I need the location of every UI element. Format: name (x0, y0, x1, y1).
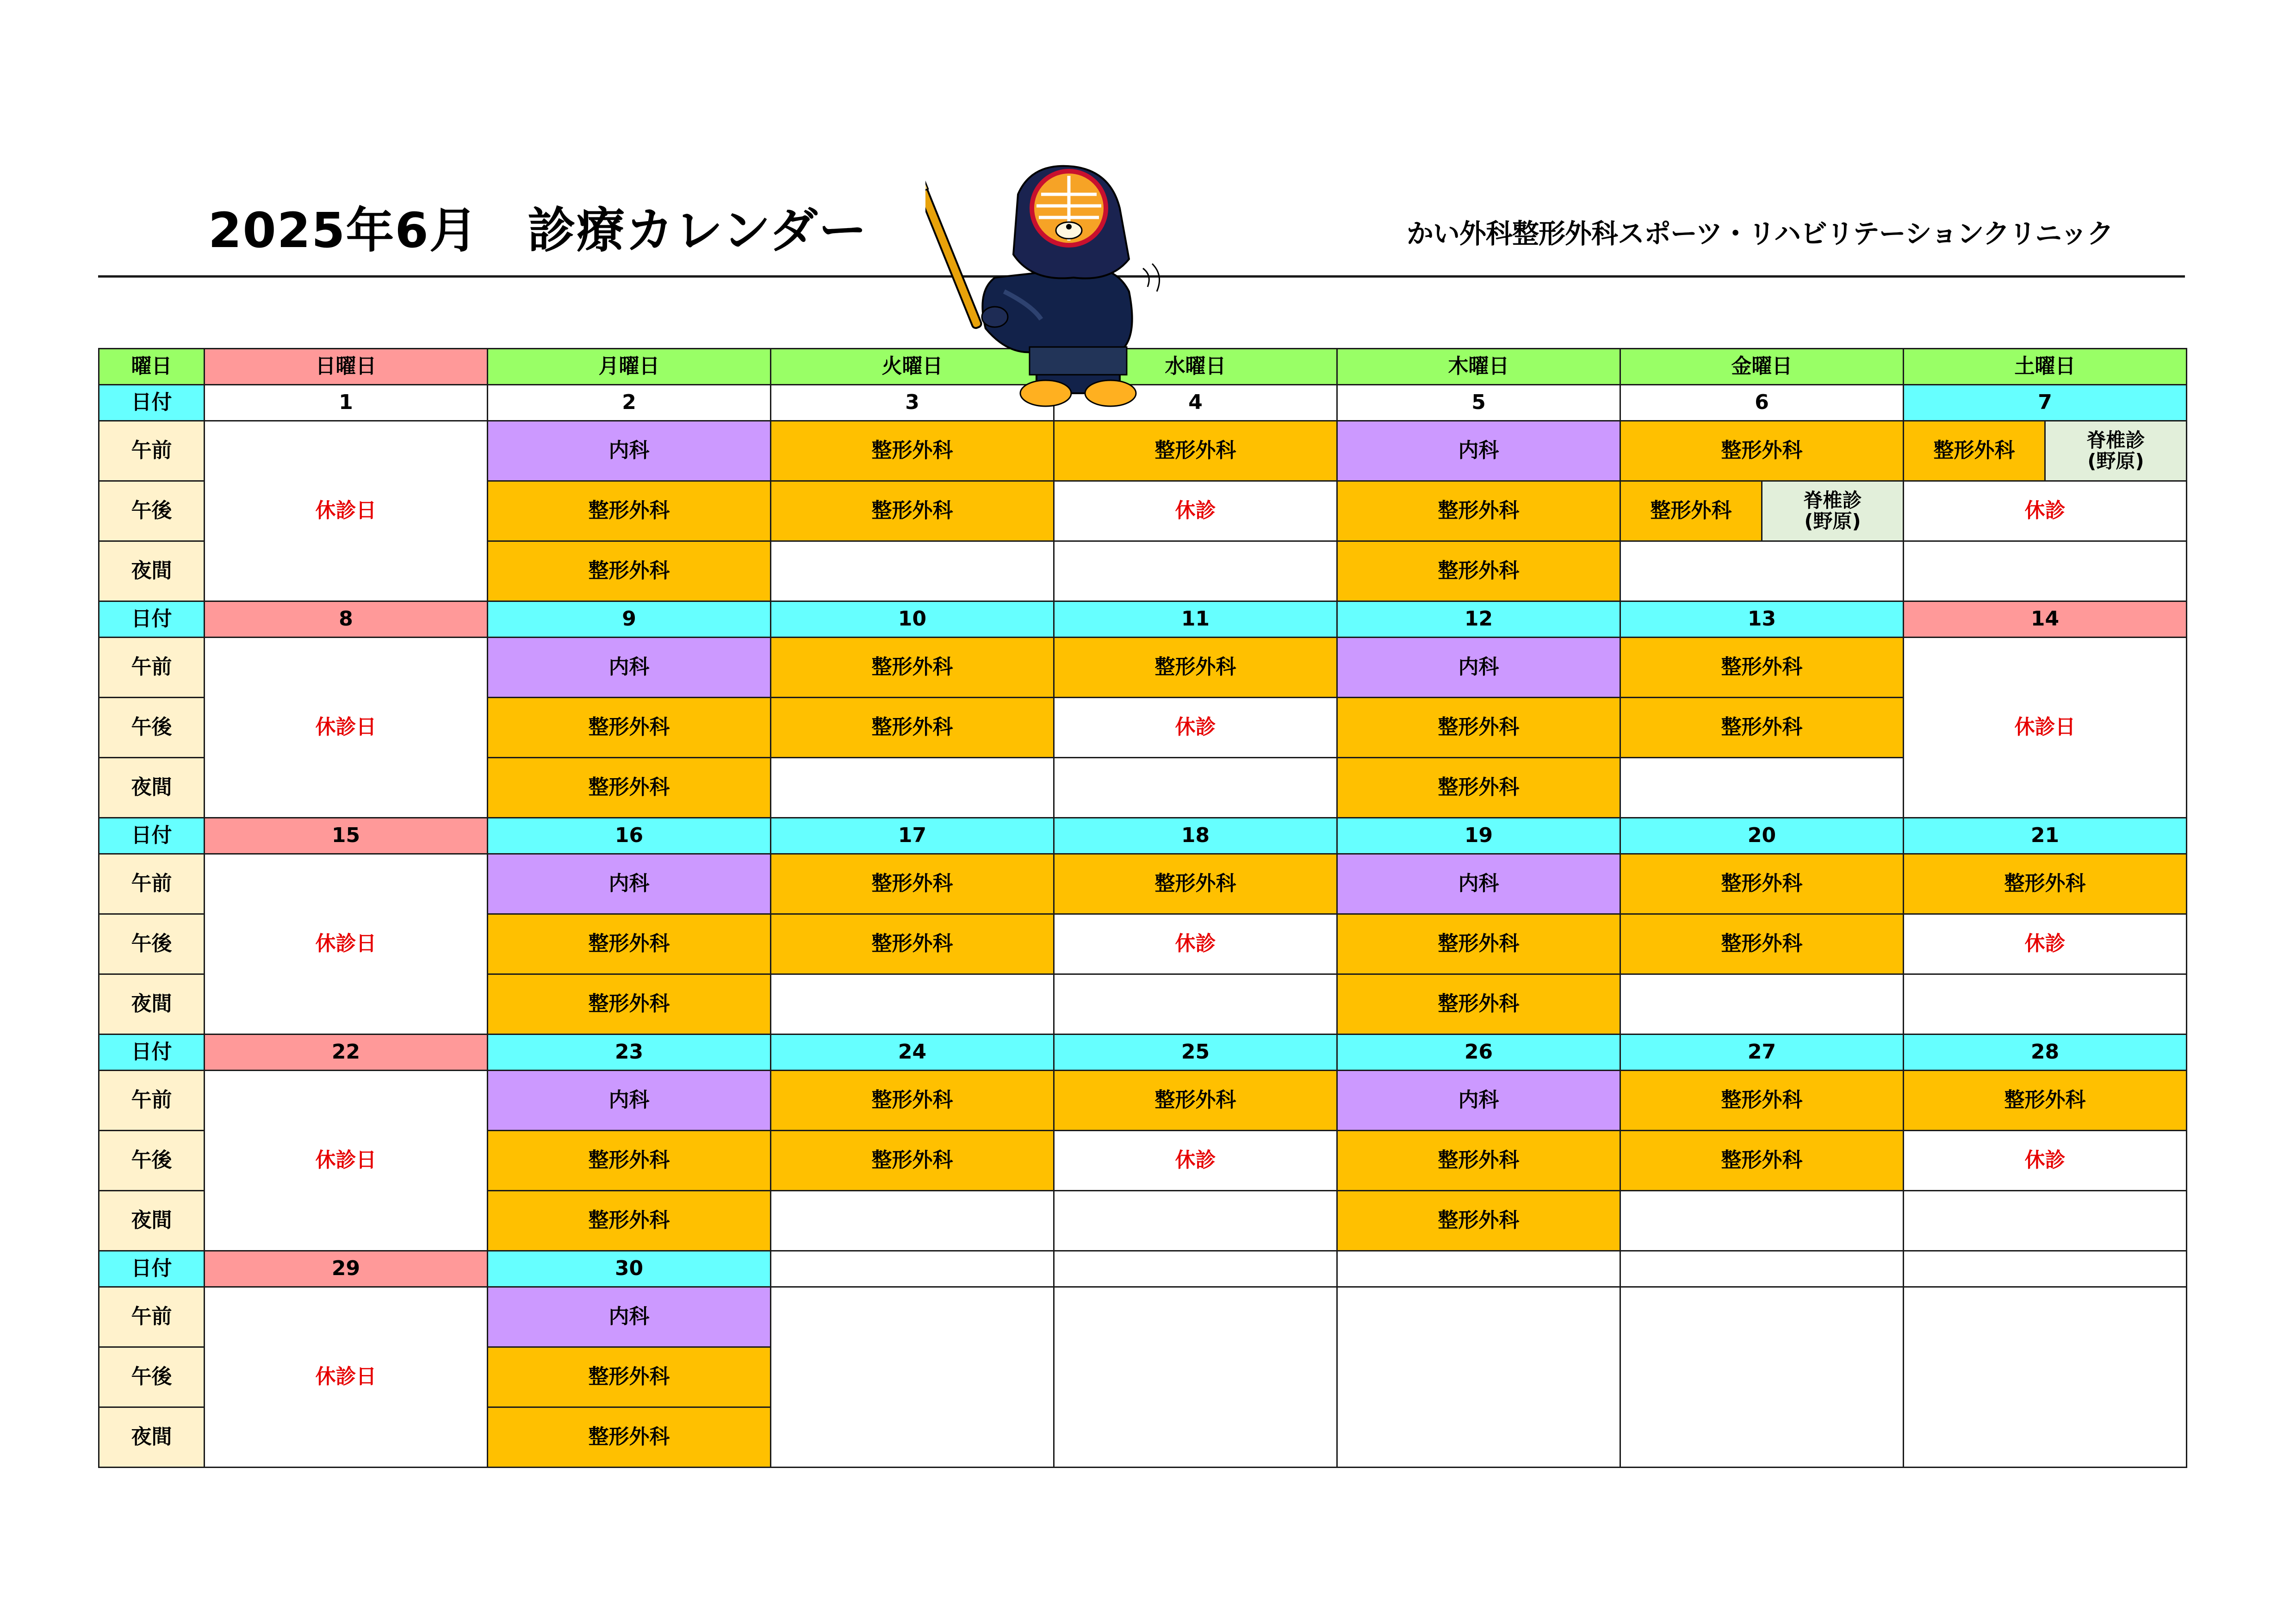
schedule-slot: 休診 (1903, 913, 2187, 975)
schedule-slot: 整形外科 (487, 913, 771, 975)
date-cell: 19 (1336, 817, 1621, 855)
clinic-name: かい外科整形外科スポーツ・リハビリテーションクリニック (1407, 218, 2113, 249)
schedule-slot: 整形外科 (1053, 853, 1338, 915)
schedule-slot: 整形外科 (487, 540, 771, 602)
schedule-slot (1053, 973, 1338, 1035)
date-cell: 8 (204, 601, 488, 638)
shinai-icon (925, 180, 982, 329)
empty-date-cell (1620, 1250, 1904, 1288)
schedule-slot: 整形外科 (1336, 1130, 1621, 1191)
schedule-slot: 整形外科 (1336, 540, 1621, 602)
date-cell: 15 (204, 817, 488, 855)
date-cell: 20 (1620, 817, 1904, 855)
schedule-slot: 整形外科 (770, 1070, 1055, 1131)
empty-date-cell (1903, 1250, 2187, 1288)
schedule-slot: 整形外科 (1620, 913, 1904, 975)
schedule-slot: 整形外科 (1903, 420, 2046, 482)
date-cell: 14 (1903, 601, 2187, 638)
pm-label: 午後 (98, 913, 205, 975)
schedule-slot: 内科 (487, 1070, 771, 1131)
pm-label: 午後 (98, 1346, 205, 1408)
schedule-slot: 整形外科 (1620, 697, 1904, 758)
schedule-slot: 整形外科 (487, 757, 771, 818)
weekday-header-label: 曜日 (98, 348, 205, 385)
sekitsui-slot (2044, 420, 2187, 482)
weekday-header: 日曜日 (204, 348, 488, 385)
date-cell: 27 (1620, 1034, 1904, 1071)
schedule-slot: 整形外科 (487, 973, 771, 1035)
schedule-slot (1903, 540, 2187, 602)
schedule-slot: 整形外科 (1336, 480, 1621, 542)
am-label: 午前 (98, 637, 205, 698)
schedule-slot: 整形外科 (487, 1346, 771, 1408)
night-label: 夜間 (98, 1406, 205, 1468)
sunday-closed-cell: 休診日 (204, 853, 488, 1035)
date-cell: 24 (770, 1034, 1055, 1071)
sekitsui-label: 脊椎診 (2086, 429, 2145, 452)
pm-label: 午後 (98, 697, 205, 758)
schedule-slot: 内科 (487, 420, 771, 482)
date-cell: 17 (770, 817, 1055, 855)
date-cell: 28 (1903, 1034, 2187, 1071)
schedule-slot: 整形外科 (1053, 1070, 1338, 1131)
sunday-closed-cell: 休診日 (204, 637, 488, 818)
schedule-slot: 内科 (1336, 1070, 1621, 1131)
schedule-slot: 整形外科 (1336, 1190, 1621, 1251)
empty-day-cell (1620, 1286, 1904, 1468)
sunday-closed-cell: 休診日 (204, 1286, 488, 1468)
night-label: 夜間 (98, 757, 205, 818)
schedule-slot (1620, 757, 1904, 818)
date-cell: 21 (1903, 817, 2187, 855)
sekitsui-doctor: (野原) (2087, 449, 2144, 472)
schedule-slot (1053, 757, 1338, 818)
weekday-header: 月曜日 (487, 348, 771, 385)
schedule-slot: 整形外科 (770, 420, 1055, 482)
weekday-header: 土曜日 (1903, 348, 2187, 385)
kendo-mascot-illustration (925, 153, 1185, 412)
schedule-slot: 整形外科 (1903, 1070, 2187, 1131)
schedule-slot: 整形外科 (1620, 420, 1904, 482)
date-cell: 13 (1620, 601, 1904, 638)
date-cell: 6 (1620, 384, 1904, 421)
date-cell: 29 (204, 1250, 488, 1288)
schedule-slot: 休診 (1053, 1130, 1338, 1191)
schedule-slot: 内科 (487, 1286, 771, 1348)
schedule-slot: 整形外科 (770, 637, 1055, 698)
schedule-slot (770, 757, 1055, 818)
date-cell: 2 (487, 384, 771, 421)
schedule-slot: 休診 (1053, 480, 1338, 542)
schedule-slot: 整形外科 (1336, 973, 1621, 1035)
schedule-slot (770, 973, 1055, 1035)
date-cell: 3 (770, 384, 1055, 421)
pm-label: 午後 (98, 480, 205, 542)
schedule-slot (1053, 540, 1338, 602)
schedule-slot: 整形外科 (770, 853, 1055, 915)
date-cell: 4 (1053, 384, 1338, 421)
schedule-slot: 内科 (487, 637, 771, 698)
night-label: 夜間 (98, 1190, 205, 1251)
sekitsui-doctor: (野原) (1804, 509, 1861, 533)
schedule-slot (1620, 1190, 1904, 1251)
date-row-label: 日付 (98, 817, 205, 855)
sekitsui-label: 脊椎診 (1803, 489, 1862, 512)
date-row-label: 日付 (98, 1250, 205, 1288)
schedule-slot: 整形外科 (487, 1130, 771, 1191)
date-cell: 9 (487, 601, 771, 638)
schedule-slot: 休診 (1903, 1130, 2187, 1191)
date-cell: 10 (770, 601, 1055, 638)
date-cell: 18 (1053, 817, 1338, 855)
schedule-slot: 休診 (1903, 480, 2187, 542)
date-cell: 30 (487, 1250, 771, 1288)
schedule-slot: 整形外科 (1336, 913, 1621, 975)
date-cell: 1 (204, 384, 488, 421)
schedule-slot (770, 540, 1055, 602)
night-label: 夜間 (98, 540, 205, 602)
schedule-slot: 内科 (1336, 420, 1621, 482)
weekday-header: 金曜日 (1620, 348, 1904, 385)
date-row-label: 日付 (98, 384, 205, 421)
schedule-slot: 整形外科 (1336, 697, 1621, 758)
sunday-closed-cell: 休診日 (204, 1070, 488, 1251)
date-cell: 25 (1053, 1034, 1338, 1071)
am-label: 午前 (98, 853, 205, 915)
weekday-header: 火曜日 (770, 348, 1055, 385)
schedule-slot: 整形外科 (1053, 637, 1338, 698)
empty-day-cell (1336, 1286, 1621, 1468)
schedule-slot (1053, 1190, 1338, 1251)
am-label: 午前 (98, 1286, 205, 1348)
schedule-slot: 整形外科 (770, 697, 1055, 758)
empty-date-cell (1053, 1250, 1338, 1288)
schedule-slot: 休診 (1053, 913, 1338, 975)
date-cell: 11 (1053, 601, 1338, 638)
schedule-slot: 整形外科 (1620, 1130, 1904, 1191)
schedule-slot: 整形外科 (487, 1190, 771, 1251)
saturday-closed-cell: 休診日 (1903, 637, 2187, 818)
schedule-slot (1620, 540, 1904, 602)
schedule-slot: 休診 (1053, 697, 1338, 758)
page-title: 2025年6月 診療カレンダー (208, 202, 868, 259)
schedule-slot (770, 1190, 1055, 1251)
am-label: 午前 (98, 420, 205, 482)
sekitsui-slot (1761, 480, 1904, 542)
pm-label: 午後 (98, 1130, 205, 1191)
schedule-slot: 整形外科 (1620, 1070, 1904, 1131)
schedule-slot: 内科 (487, 853, 771, 915)
schedule-slot: 整形外科 (770, 480, 1055, 542)
empty-day-cell (1903, 1286, 2187, 1468)
empty-day-cell (1053, 1286, 1338, 1468)
date-cell: 12 (1336, 601, 1621, 638)
empty-day-cell (770, 1286, 1055, 1468)
schedule-slot: 整形外科 (487, 480, 771, 542)
night-label: 夜間 (98, 973, 205, 1035)
date-cell: 7 (1903, 384, 2187, 421)
schedule-slot: 内科 (1336, 853, 1621, 915)
date-row-label: 日付 (98, 601, 205, 638)
schedule-slot: 整形外科 (1903, 853, 2187, 915)
schedule-slot: 整形外科 (1620, 637, 1904, 698)
date-row-label: 日付 (98, 1034, 205, 1071)
sunday-closed-cell: 休診日 (204, 420, 488, 602)
date-cell: 23 (487, 1034, 771, 1071)
date-cell: 22 (204, 1034, 488, 1071)
schedule-slot: 整形外科 (487, 1406, 771, 1468)
schedule-slot: 内科 (1336, 637, 1621, 698)
schedule-slot: 整形外科 (1336, 757, 1621, 818)
empty-date-cell (1336, 1250, 1621, 1288)
schedule-slot (1903, 973, 2187, 1035)
date-cell: 5 (1336, 384, 1621, 421)
clinic-schedule-calendar (98, 348, 2186, 1463)
date-cell: 26 (1336, 1034, 1621, 1071)
schedule-slot: 整形外科 (1620, 853, 1904, 915)
schedule-slot: 整形外科 (1053, 420, 1338, 482)
schedule-slot: 整形外科 (770, 913, 1055, 975)
weekday-header: 水曜日 (1053, 348, 1338, 385)
schedule-slot: 整形外科 (1620, 480, 1762, 542)
schedule-slot: 整形外科 (770, 1130, 1055, 1191)
schedule-slot: 整形外科 (487, 697, 771, 758)
schedule-slot (1620, 973, 1904, 1035)
date-cell: 16 (487, 817, 771, 855)
empty-date-cell (770, 1250, 1055, 1288)
schedule-slot (1903, 1190, 2187, 1251)
weekday-header: 木曜日 (1336, 348, 1621, 385)
am-label: 午前 (98, 1070, 205, 1131)
